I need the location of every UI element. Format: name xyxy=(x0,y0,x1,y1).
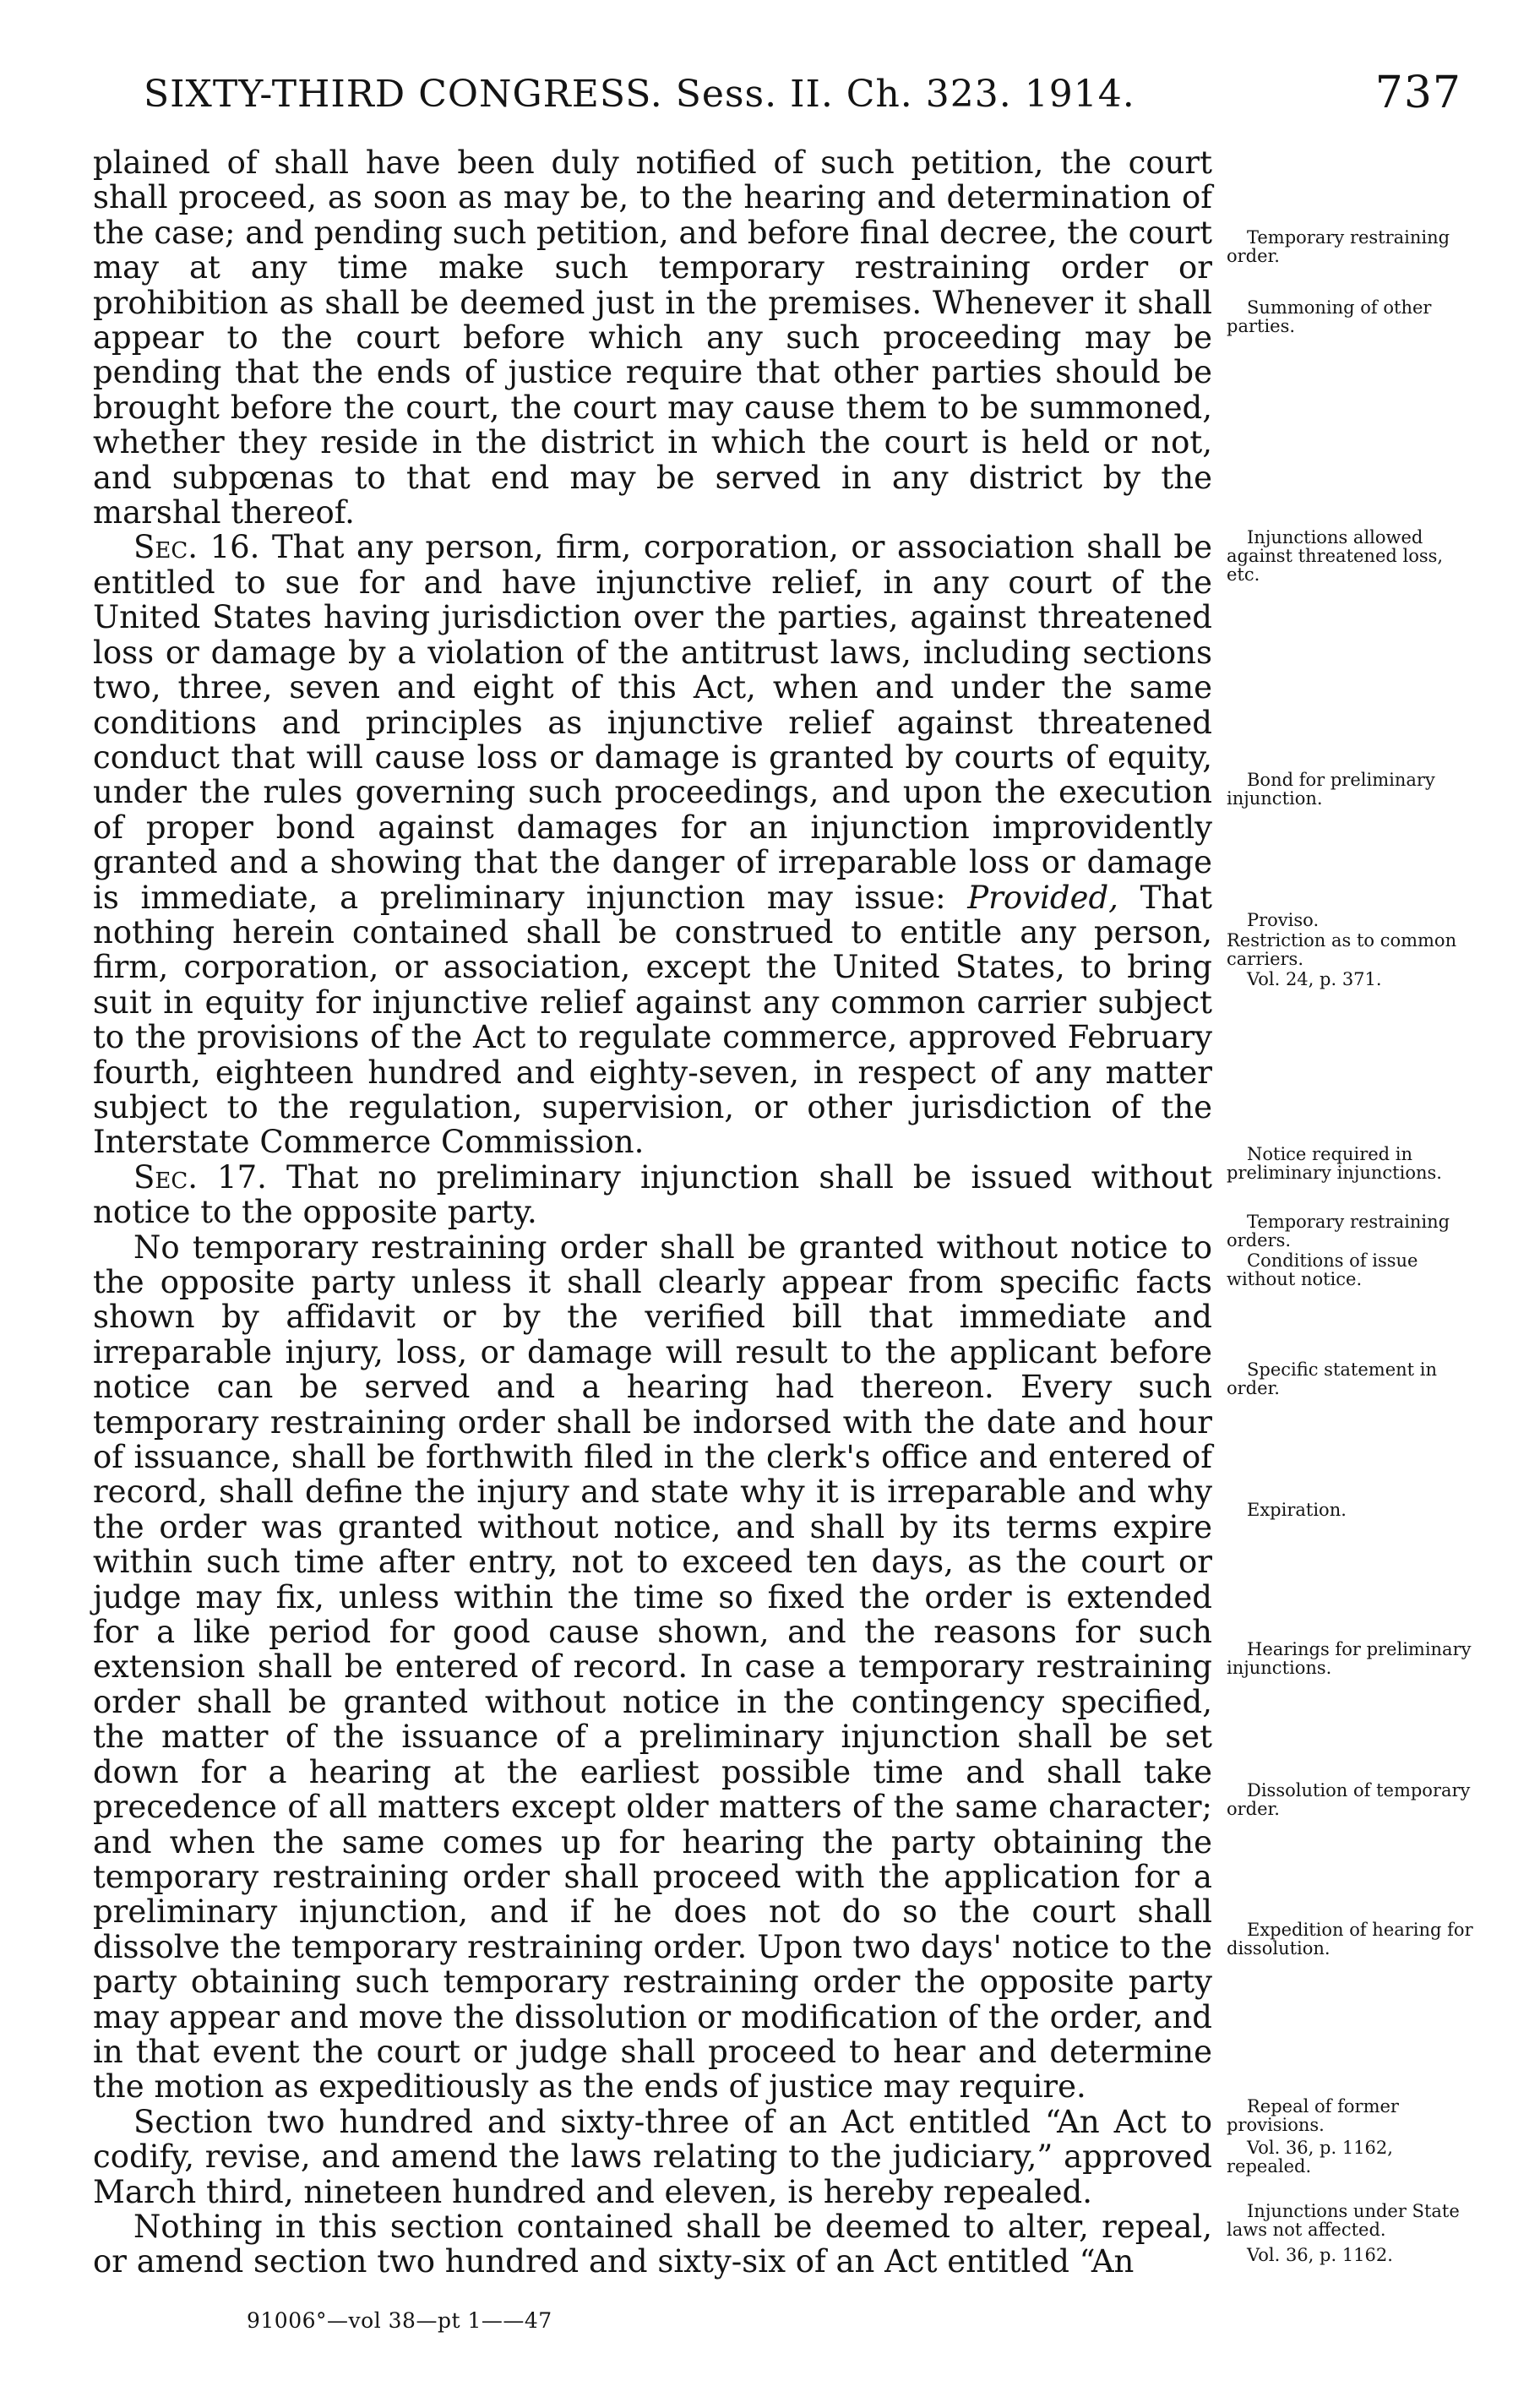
margin-note: Injunctions under State laws not affected. xyxy=(1227,2201,1460,2240)
printer-signature: 91006°—vol 38—pt 1——47 xyxy=(247,2308,552,2333)
margin-note: Expiration. xyxy=(1247,1500,1347,1520)
margin-note: Restriction as to common carriers. xyxy=(1227,930,1457,969)
margin-note: Specific statement in order. xyxy=(1227,1359,1438,1398)
margin-note: Repeal of former provisions. xyxy=(1227,2096,1399,2135)
sec-17-text: That no preliminary injunction shall be issued without notice to the opposite party. xyxy=(93,1158,1212,1231)
sec-16-text: That any person, firm, corporation, or association shall be entitled to sue for and have injunctive relief, in any court of the United States having jurisdiction over the parties, against threatened loss or damage by a violation of the antitrust laws, including sections two, three, seven and eight of this Act, when and under the same conditions and principles as injunctive relief against threatened conduct that will cause loss or damage is granted by courts of equity, under the rules governing such proceedings, and upon the execution of proper bond against damages for an injunction improvidently granted and a showing that the danger of irreparable loss or damage is immediate, a preliminary injunction may issue: xyxy=(93,529,1212,916)
section-label-17: Sec. 17. xyxy=(133,1158,267,1196)
paragraph-sec-16 xyxy=(93,530,1212,1159)
paragraph-sec-17 xyxy=(93,1160,1212,1230)
margin-note: Temporary restraining order. xyxy=(1227,227,1450,266)
margin-note: Temporary restraining orders. xyxy=(1227,1212,1450,1250)
margin-note: Vol. 36, p. 1162. xyxy=(1247,2245,1393,2265)
proviso-text: That nothing herein contained shall be construed to entitle any person, firm, corporation, or association, except the United States, to bring suit in equity for injunctive relief against any common carrier subject to the provisions of the Act to regulate commerce, approved February fourth, eighteen hundred and eighty-seven, in respect of any matter subject to the regulation, supervision, or other jurisdiction of the Interstate Commerce Commission. xyxy=(93,879,1212,1161)
running-head xyxy=(144,68,1461,132)
margin-note: Proviso. xyxy=(1247,910,1320,930)
paragraph-temporary-order: No temporary restraining order shall be granted without notice to the opposite party unless it shall clearly appear from specific facts shown by affidavit or by the verified bill that immediate and irreparable injury, loss, or damage will result to the applicant before notice can be served and a hearing had thereon. Every such temporary restraining order shall be indorsed with the date and hour of issuance, shall be forthwith filed in the clerk's office and entered of record, shall define the injury and state why it is irreparable and why the order was granted without notice, and shall by its terms expire within such time after entry, not to exceed ten days, as the court or judge may fix, unless within the time so fixed the order is extended for a like period for good cause shown, and the reasons for such extension shall be entered of record. In case a temporary restraining order shall be granted without notice in the contingency specified, the matter of the issuance of a preliminary injunction shall be set down for a hearing at the earliest possible time and shall take precedence of all matters except older matters of the same character; and when the same comes up for hearing the party obtaining the temporary restraining order shall proceed with the application for a preliminary injunction, and if he does not do so the court shall dissolve the temporary restraining order. Upon two days' notice to the party obtaining such temporary restraining order the opposite party may appear and move the dissolution or modification of the order, and in that event the court or judge shall proceed to hear and determine the motion as expeditiously as the ends of justice may require. xyxy=(93,1228,1212,2106)
paragraph-repeal: Section two hundred and sixty-three of an Act entitled “An Act to codify, revise, and amend the laws relating to the judiciary,” approved March third, nineteen hundred and eleven, is hereby repealed. xyxy=(93,2103,1212,2210)
paragraph-state-laws: Nothing in this section contained shall be deemed to alter, repeal, or amend section two hundred and sixty-six of an Act entitled “An xyxy=(93,2208,1212,2280)
section-label-16: Sec. 16. xyxy=(133,529,260,566)
margin-note: Vol. 36, p. 1162, repealed. xyxy=(1227,2138,1393,2176)
proviso-label: Provided, xyxy=(967,879,1118,916)
margin-note: Conditions of issue without notice. xyxy=(1227,1250,1418,1289)
margin-note: Notice required in preliminary injunctions. xyxy=(1227,1144,1442,1183)
margin-note: Injunctions allowed against threatened loss, etc. xyxy=(1227,527,1444,585)
margin-note: Dissolution of temporary order. xyxy=(1227,1780,1471,1819)
margin-note: Bond for preliminary injunction. xyxy=(1227,770,1435,809)
margin-note: Vol. 24, p. 371. xyxy=(1247,969,1382,989)
margin-note: Summoning of other parties. xyxy=(1227,297,1432,336)
margin-note: Expedition of hearing for dissolution. xyxy=(1227,1920,1473,1958)
page-number: 737 xyxy=(1374,68,1461,118)
running-head-title: SIXTY-THIRD CONGRESS. Sess. II. Ch. 323. 1914. xyxy=(144,73,1135,116)
paragraph-continuation: plained of shall have been duly notified of such petition, the court shall proceed, as soon as may be, to the hearing and determination of the case; and pending such petition, and before final decree, the court may at any time make such temporary restraining order or prohibition as shall be deemed just in the premises. Whenever it shall appear to the court before which any such proceeding may be pending that the ends of justice require that other parties should be brought before the court, the court may cause them to be summoned, whether they reside in the district in which the court is held or not, and subpœnas to that end may be served in any district by the marshal thereof. xyxy=(93,144,1212,531)
margin-note: Hearings for preliminary injunctions. xyxy=(1227,1639,1472,1678)
body-text xyxy=(93,145,1212,2280)
